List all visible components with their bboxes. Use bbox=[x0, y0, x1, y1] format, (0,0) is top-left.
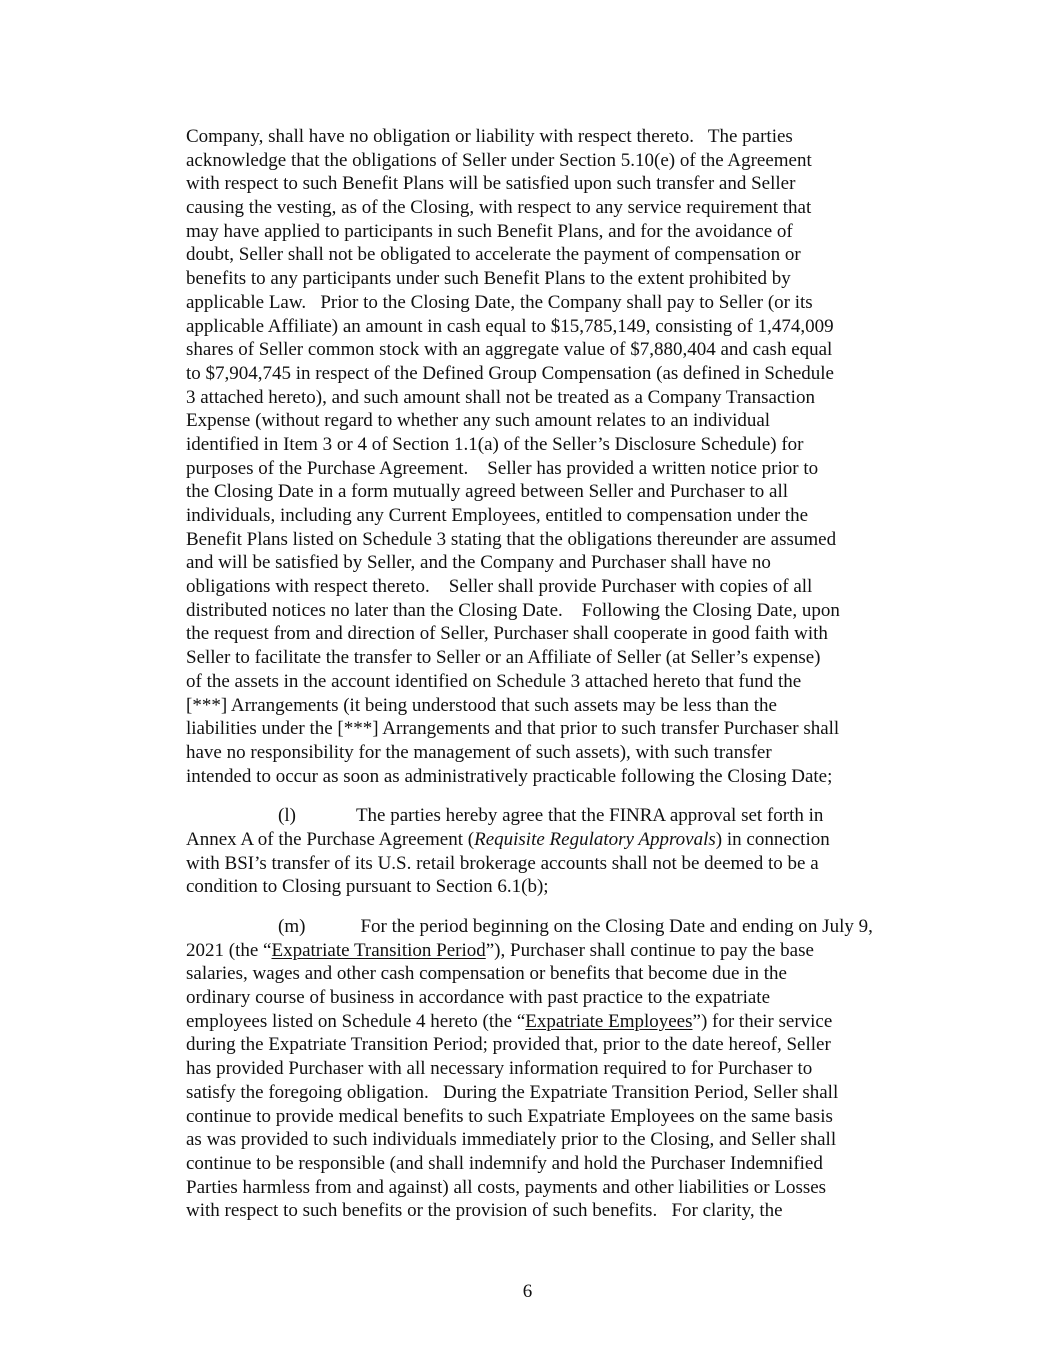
document-body bbox=[186, 125, 908, 1223]
text-line: continue to be responsible (and shall indemnify and hold the Purchaser Indemnified bbox=[186, 1152, 823, 1174]
text-line: have no responsibility for the management of such assets), with such transfer bbox=[186, 741, 772, 763]
text-line: during the Expatriate Transition Period; provided that, prior to the date hereof, Seller bbox=[186, 1034, 831, 1056]
text-line bbox=[186, 804, 908, 828]
paragraph-spacer bbox=[186, 899, 908, 915]
section-l-paragraph bbox=[186, 804, 908, 899]
text-line: liabilities under the [***] Arrangements and that prior to such transfer Purchaser shall bbox=[186, 718, 840, 740]
section-l-text: ) in connection bbox=[715, 828, 830, 850]
text-line: acknowledge that the obligations of Seller under Section 5.10(e) of the Agreement bbox=[186, 149, 812, 171]
section-m-label: (m) bbox=[278, 916, 306, 937]
text-line: and will be satisfied by Seller, and the Company and Purchaser shall have no bbox=[186, 552, 771, 574]
text-line: with respect to such Benefit Plans will be satisfied upon such transfer and Seller bbox=[186, 173, 796, 195]
text-line: has provided Purchaser with all necessary information required to for Purchaser to bbox=[186, 1058, 813, 1080]
defined-term-expatriate-employees: Expatriate Employees bbox=[525, 1010, 693, 1032]
text-line: intended to occur as soon as administratively practicable following the Closing Date; bbox=[186, 765, 833, 787]
text-line: 3 attached hereto), and such amount shall not be treated as a Company Transaction bbox=[186, 386, 815, 408]
text-line: Expense (without regard to whether any such amount relates to an individual bbox=[186, 410, 771, 432]
section-l-label: (l) bbox=[278, 805, 296, 827]
text-line: the Closing Date in a form mutually agreed between Seller and Purchaser to all bbox=[186, 481, 789, 503]
section-l-text: Annex A of the Purchase Agreement ( bbox=[186, 828, 475, 850]
text-line: causing the vesting, as of the Closing, with respect to any service requirement that bbox=[186, 197, 812, 219]
section-m-text: For the period beginning on the Closing Date and ending on July 9, bbox=[360, 916, 873, 937]
section-m-paragraph bbox=[186, 915, 908, 1223]
text-line: distributed notices no later than the Closing Date. Following the Closing Date, upon bbox=[186, 599, 840, 621]
page-number: 6 bbox=[522, 1281, 533, 1302]
text-line: applicable Law. Prior to the Closing Date, the Company shall pay to Seller (or its bbox=[186, 291, 813, 313]
text-line: applicable Affiliate) an amount in cash equal to $15,785,149, consisting of 1,474,009 bbox=[186, 315, 834, 337]
section-m-text: ”), Purchaser shall continue to pay the base bbox=[485, 939, 814, 961]
section-m-text: 2021 (the “ bbox=[186, 939, 272, 961]
section-m-text: ”) for their service bbox=[692, 1010, 833, 1032]
text-line: of the assets in the account identified on Schedule 3 attached hereto that fund the bbox=[186, 670, 802, 692]
text-line: ordinary course of business in accordance with past practice to the expatriate bbox=[186, 987, 771, 1009]
text-line: with BSI’s transfer of its U.S. retail brokerage accounts shall not be deemed to be a bbox=[186, 852, 819, 874]
text-line: shares of Seller common stock with an aggregate value of $7,880,404 and cash equal bbox=[186, 339, 833, 361]
text-line: purposes of the Purchase Agreement. Seller has provided a written notice prior to bbox=[186, 457, 819, 479]
text-line: individuals, including any Current Employees, entitled to compensation under the bbox=[186, 505, 809, 526]
text-line bbox=[186, 828, 908, 852]
text-line bbox=[186, 915, 908, 939]
text-line: Seller to facilitate the transfer to Seller or an Affiliate of Seller (at Seller’s expense) bbox=[186, 647, 821, 669]
text-line: benefits to any participants under such Benefit Plans to the extent prohibited by bbox=[186, 268, 791, 290]
text-line: doubt, Seller shall not be obligated to accelerate the payment of compensation or bbox=[186, 244, 801, 266]
text-line: to $7,904,745 in respect of the Defined Group Compensation (as defined in Schedule bbox=[186, 362, 834, 384]
text-line: obligations with respect thereto. Seller shall provide Purchaser with copies of all bbox=[186, 576, 813, 598]
text-line: Parties harmless from and against) all costs, payments and other liabilities or Losses bbox=[186, 1176, 827, 1198]
text-line: Company, shall have no obligation or liability with respect thereto. The parties bbox=[186, 126, 793, 147]
text-line bbox=[186, 939, 908, 963]
section-l-text: The parties hereby agree that the FINRA approval set forth in bbox=[355, 805, 824, 827]
text-line: Benefit Plans listed on Schedule 3 stating that the obligations thereunder are assumed bbox=[186, 528, 837, 550]
text-line: continue to provide medical benefits to such Expatriate Employees on the same basis bbox=[186, 1105, 833, 1127]
text-line: [***] Arrangements (it being understood that such assets may be less than the bbox=[186, 694, 777, 716]
continuation-paragraph bbox=[186, 125, 908, 788]
text-line bbox=[186, 1010, 908, 1034]
section-m-text: employees listed on Schedule 4 hereto (the “ bbox=[186, 1010, 526, 1032]
text-line: condition to Closing pursuant to Section 6.1(b); bbox=[186, 876, 549, 898]
defined-term-expatriate-transition-period: Expatriate Transition Period bbox=[271, 939, 486, 961]
text-line: with respect to such benefits or the provision of such benefits. For clarity, the bbox=[186, 1200, 783, 1222]
paragraph-spacer bbox=[186, 788, 908, 804]
requisite-approvals-term: Requisite Regulatory Approvals bbox=[474, 828, 716, 850]
text-line: as was provided to such individuals immediately prior to the Closing, and Seller shall bbox=[186, 1129, 837, 1151]
text-line: satisfy the foregoing obligation. During the Expatriate Transition Period, Seller shall bbox=[186, 1081, 839, 1103]
text-line: salaries, wages and other cash compensation or benefits that become due in the bbox=[186, 963, 787, 985]
text-line: may have applied to participants in such Benefit Plans, and for the avoidance of bbox=[186, 220, 793, 242]
text-line: the request from and direction of Seller, Purchaser shall cooperate in good faith with bbox=[186, 623, 828, 645]
text-line: identified in Item 3 or 4 of Section 1.1(a) of the Seller’s Disclosure Schedule) for bbox=[186, 433, 804, 455]
